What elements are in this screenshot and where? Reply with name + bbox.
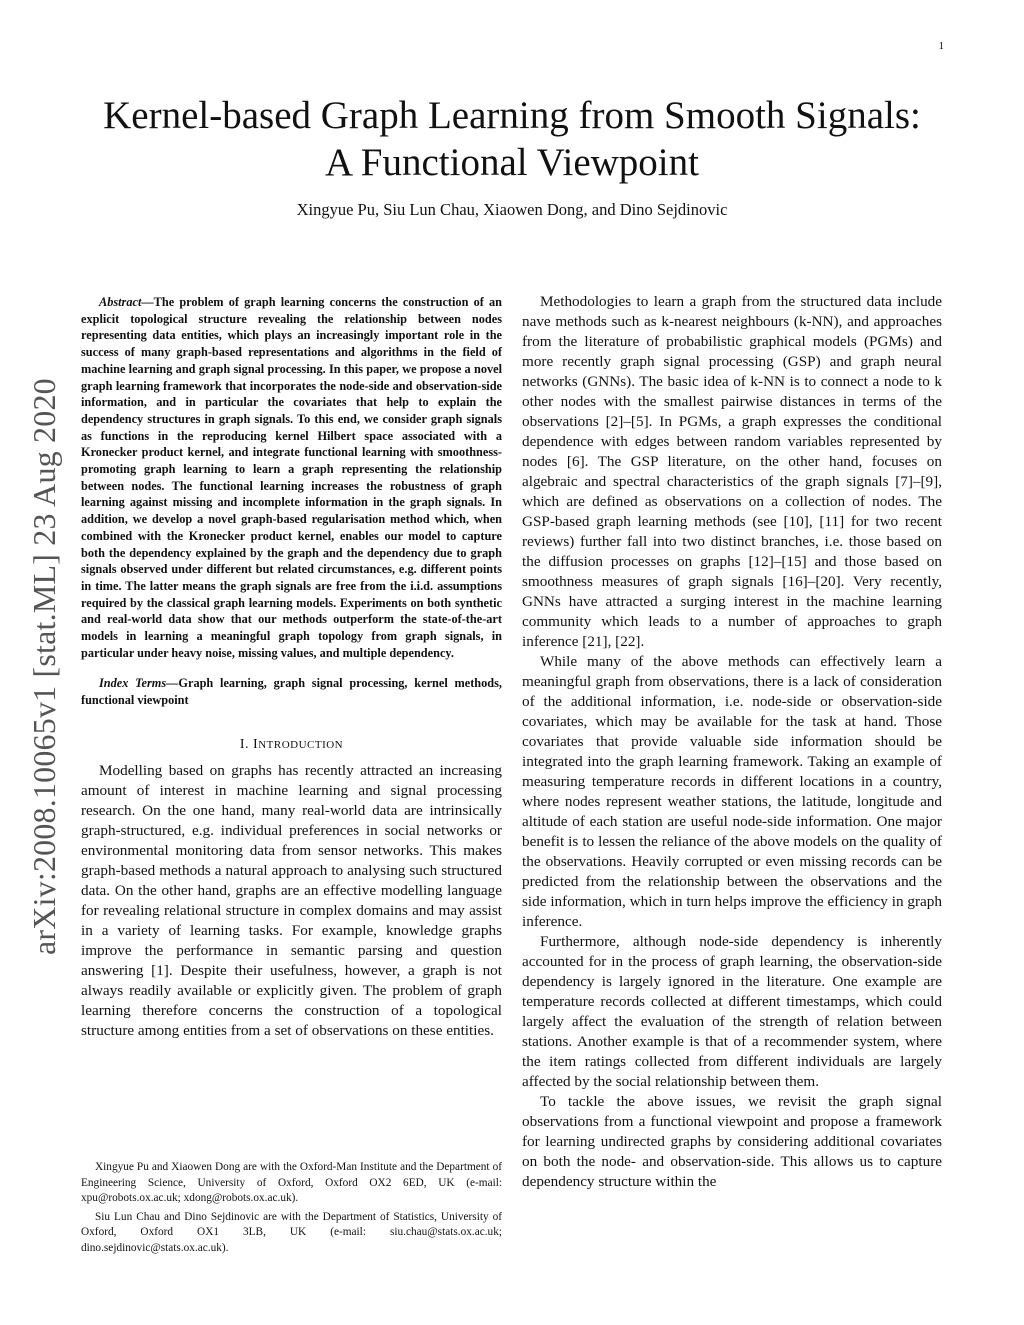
section-heading-introduction: I. INTRODUCTION: [239, 736, 344, 752]
abstract-label: Abstract—: [99, 295, 154, 309]
footnote-2: Siu Lun Chau and Dino Sejdinovic are with the Department of Statistics, University of Oxford, Oxford OX1 3LB, UK (e-mail: siu.chau@stats.ox.ac.uk; dino.sejdinovic@stats.ox.ac.uk).: [81, 1210, 502, 1254]
paper-title-line-2: A Functional Viewpoint: [325, 141, 699, 184]
left-column: [81, 294, 502, 1041]
right-paragraph-1: Methodologies to learn a graph from the structured data include nave methods such as k-nearest neighbours (k-NN), and approaches from the literature of probabilistic graphical models (PGMs) and more recently graph signal processing (GSP) and graph neural networks (GNNs). The basic idea of k-NN is to connect a node to k other nodes with the smallest pairwise distances in terms of the observations [2]–[5]. In PGMs, a graph expresses the conditional dependence with edges between random variables represented by nodes [6]. The GSP literature, on the other hand, focuses on algebraic and spectral characteristics of the graph signals [7]–[9], which are defined as observations on a collection of nodes. The GSP-based graph learning methods (see [10], [11] for two recent reviews) further fall into two distinct branches, i.e. those based on the diffusion processes on graphs [12]–[15] and those based on smoothness measures of graph signals [16]–[20]. Very recently, GNNs have attracted a surging interest in the machine learning community which leads to a number of approaches to graph inference [21], [22].: [522, 293, 942, 650]
author-footnotes: [81, 1160, 502, 1260]
footnote-1: Xingyue Pu and Xiaowen Dong are with the Oxford-Man Institute and the Department of Engineering Science, University of Oxford, Oxford OX2 6ED, UK (e-mail: xpu@robots.ox.ac.uk; xdong@robots.ox.ac.uk).: [81, 1161, 502, 1205]
intro-paragraph-1: Modelling based on graphs has recently attracted an increasing amount of interest in machine learning and signal processing research. On the one hand, many real-world data are intrinsically graph-structured, e.g. individual preferences in social networks or environmental monitoring data from sensor networks. This makes graph-based methods a natural approach to analysing such structured data. On the other hand, graphs are an effective modelling language for revealing relational structure in complex domains and may assist in a variety of learning tasks. For example, knowledge graphs improve the performance in semantic parsing and question answering [1]. Despite their usefulness, however, a graph is not always readily available or explicitly given. The problem of graph learning therefore concerns the construction of a topological structure among entities from a set of observations on these entities.: [81, 761, 502, 1039]
right-paragraph-3: Furthermore, although node-side dependency is inherently accounted for in the process of graph learning, the observation-side dependency is largely ignored in the literature. One example are temperature records collected at different timestamps, which could largely affect the evaluation of the strength of relation between stations. Another example is that of a recommender system, where the item ratings collected from different individuals are largely affected by the social relationship between them.: [522, 933, 942, 1090]
right-paragraph-2: While many of the above methods can effectively learn a meaningful graph from observations, there is a lack of consideration of the additional information, i.e. node-side or observation-side covariates, which may be available for the task at hand. Those covariates that provide valuable side information should be integrated into the graph learning framework. Taking an example of measuring temperature records in different locations in a country, where nodes represent weather stations, the latitude, longitude and altitude of each station are useful node-side information. One major benefit is to lessen the reliance of the above models on the quality of the observations. Heavily corrupted or even missing records can be predicted from the relationship between the observations and the side information, which in turn helps improve the efficiency in graph inference.: [522, 653, 942, 930]
index-terms-text: Graph learning, graph signal processing, kernel methods, functional viewpoint: [81, 676, 502, 708]
arxiv-identifier-stamp: arXiv:2008.10065v1 [stat.ML] 23 Aug 2020: [26, 378, 62, 955]
paper-title: [60, 92, 964, 186]
right-column: [522, 292, 942, 1192]
right-paragraph-4: To tackle the above issues, we revisit the graph signal observations from a functional viewpoint and propose a framework for learning undirected graphs by considering additional covariates on both the node- and observation-side. This allows us to capture dependency structure within the: [522, 1093, 942, 1190]
index-terms: [81, 675, 502, 708]
index-terms-label: Index Terms—: [99, 676, 179, 691]
abstract-text: The problem of graph learning concerns the construction of an explicit topological structure revealing the relationship between nodes representing data entities, which plays an increasingly important role in the success of many graph-based representations and algorithms in the field of machine learning and graph signal processing. In this paper, we propose a novel graph learning framework that incorporates the node-side and observation-side information, and in particular the covariates that help to explain the dependency structures in graph signals. To this end, we consider graph signals as functions in the reproducing kernel Hilbert space associated with a Kronecker product kernel, and integrate functional learning with smoothness-promoting graph learning to learn a graph representing the relationship between nodes. The functional learning increases the robustness of graph learning against missing and incomplete information in the graph signals. In addition, we develop a novel graph-based regularisation method which, when combined with the Kronecker product kernel, enables our model to capture both the dependency explained by the graph and the dependency due to graph signals observed under different but related circumstances, e.g. different points in time. The latter means the graph signals are free from the i.i.d. assumptions required by the classical graph learning models. Experiments on both synthetic and real-world data show that our methods outperform the state-of-the-art models in learning a meaningful graph topology from graph signals, in particular under heavy noise, missing values, and multiple dependency.: [81, 295, 502, 660]
abstract: [81, 294, 502, 661]
author-list: Xingyue Pu, Siu Lun Chau, Xiaowen Dong, and Dino Sejdinovic: [296, 200, 728, 219]
page-number: 1: [938, 40, 944, 52]
paper-title-line-1: Kernel-based Graph Learning from Smooth Signals:: [103, 94, 921, 137]
